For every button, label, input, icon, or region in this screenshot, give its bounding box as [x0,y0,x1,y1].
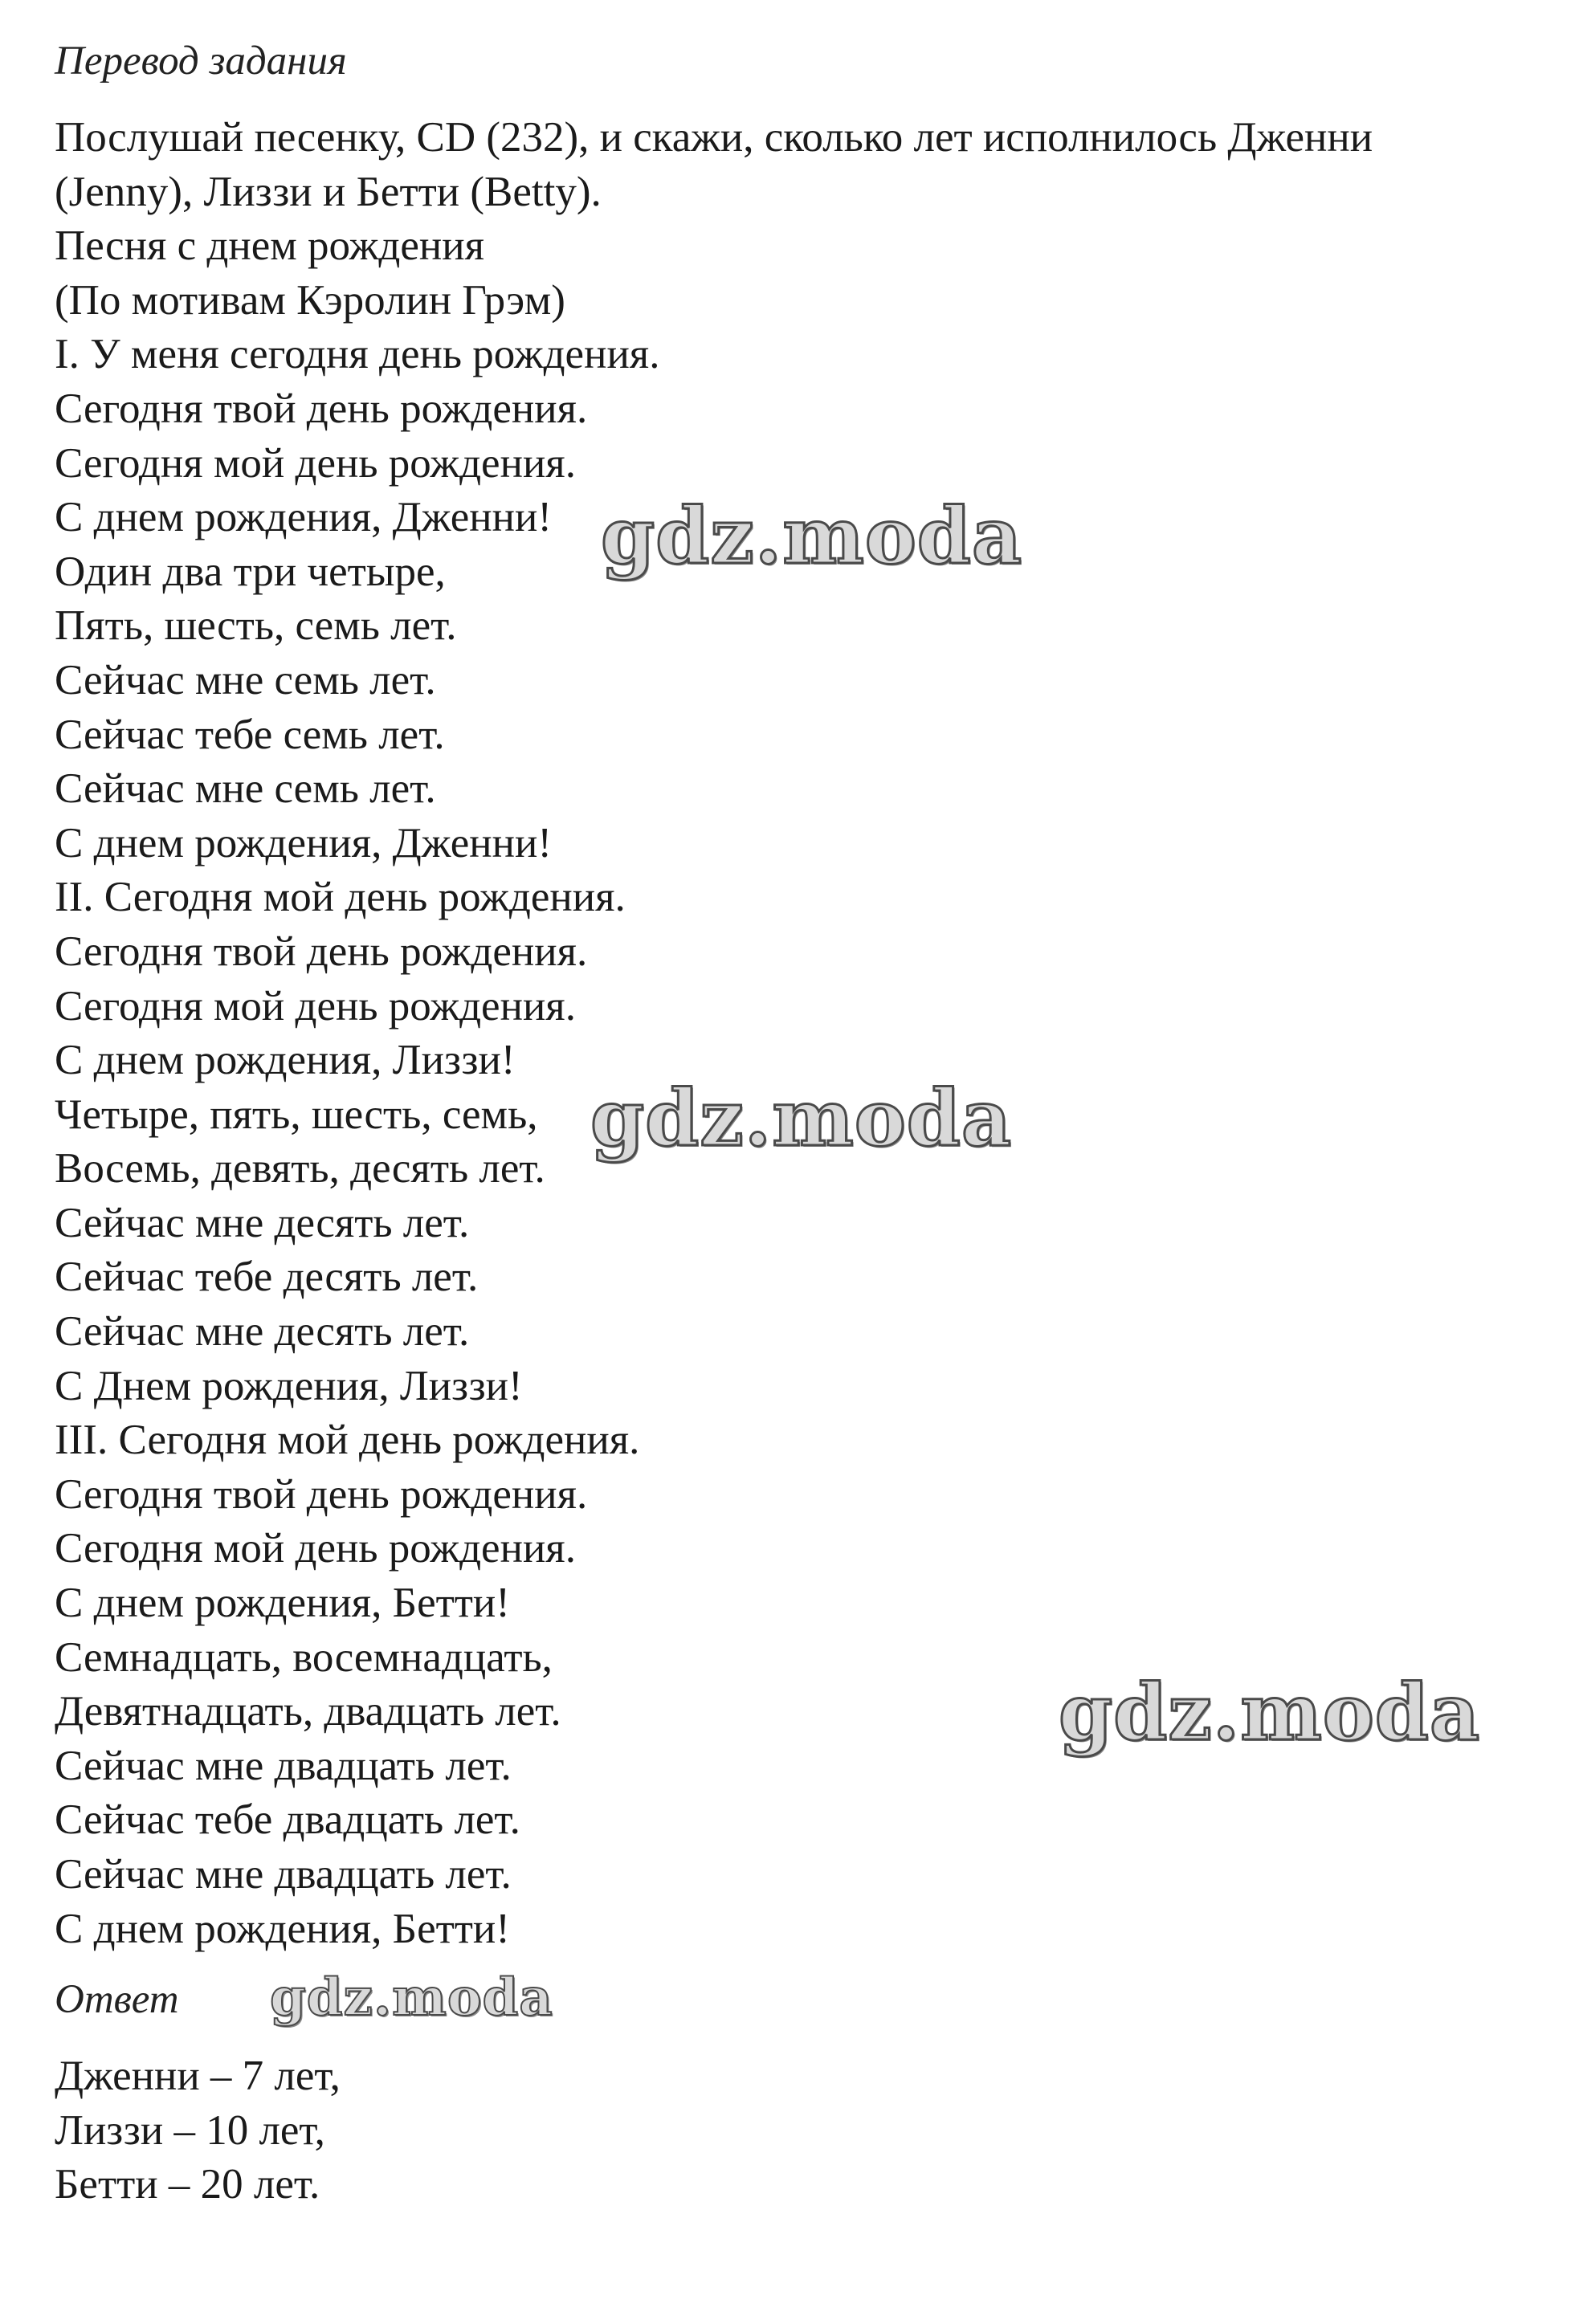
watermark-logo: gdz.moda [590,1073,1013,1164]
watermark-logo: gdz.moda [270,1967,553,2028]
answer-line: Лиззи – 10 лет, [55,2106,325,2154]
song-line: Четыре, пять, шесть, семь, [55,1091,538,1138]
song-line: Сейчас мне семь лет. [55,765,436,813]
song-line: Сегодня твой день рождения. [55,385,588,432]
song-line: Сейчас мне двадцать лет. [55,1742,512,1789]
song-line: Сейчас тебе десять лет. [55,1254,479,1301]
song-line: Сейчас мне десять лет. [55,1199,470,1246]
song-line: С днем рождения, Лиззи! [55,1037,516,1084]
song-line: С Днем рождения, Лиззи! [55,1362,523,1409]
song-line: Восемь, девять, десять лет. [55,1145,545,1193]
task-heading: Перевод задания [55,39,347,84]
song-line: Сегодня мой день рождения. [55,982,576,1029]
song-title: Песня с днем рождения [55,222,484,270]
answer-line: Дженни – 7 лет, [55,2053,341,2100]
song-line: С днем рождения, Дженни! [55,494,552,541]
answer-line: Бетти – 20 лет. [55,2161,320,2208]
song-line: С днем рождения, Бетти! [55,1905,510,1952]
song-line: III. Сегодня мой день рождения. [55,1417,640,1464]
song-line: Сегодня мой день рождения. [55,439,576,487]
song-line: Сейчас тебе семь лет. [55,711,445,758]
song-line: Сегодня твой день рождения. [55,928,588,975]
task-line: Послушай песенку, CD (232), и скажи, сколько лет исполнилось Дженни [55,114,1373,161]
song-line: Сейчас мне десять лет. [55,1308,470,1356]
song-line: Один два три четыре, [55,548,446,595]
song-line: Сегодня мой день рождения. [55,1525,576,1572]
song-line: I. У меня сегодня день рождения. [55,331,660,378]
watermark-logo: gdz.moda [1059,1667,1481,1758]
song-line: Семнадцать, восемнадцать, [55,1633,553,1681]
song-line: Сейчас мне двадцать лет. [55,1851,512,1898]
task-line: (Jenny), Лиззи и Бетти (Betty). [55,168,602,215]
song-author: (По мотивам Кэролин Грэм) [55,276,565,324]
song-line: С днем рождения, Бетти! [55,1580,510,1627]
answer-heading: Ответ [55,1977,179,2023]
song-line: Сейчас тебе двадцать лет. [55,1796,520,1844]
song-line: Сегодня твой день рождения. [55,1470,588,1518]
song-line: С днем рождения, Дженни! [55,819,552,866]
song-line: Сейчас мне семь лет. [55,656,436,703]
song-line: Пять, шесть, семь лет. [55,602,457,650]
song-line: II. Сегодня мой день рождения. [55,874,626,921]
answer-text [55,2049,1548,2212]
watermark-logo: gdz.moda [601,491,1023,581]
song-line: Девятнадцать, двадцать лет. [55,1688,561,1735]
